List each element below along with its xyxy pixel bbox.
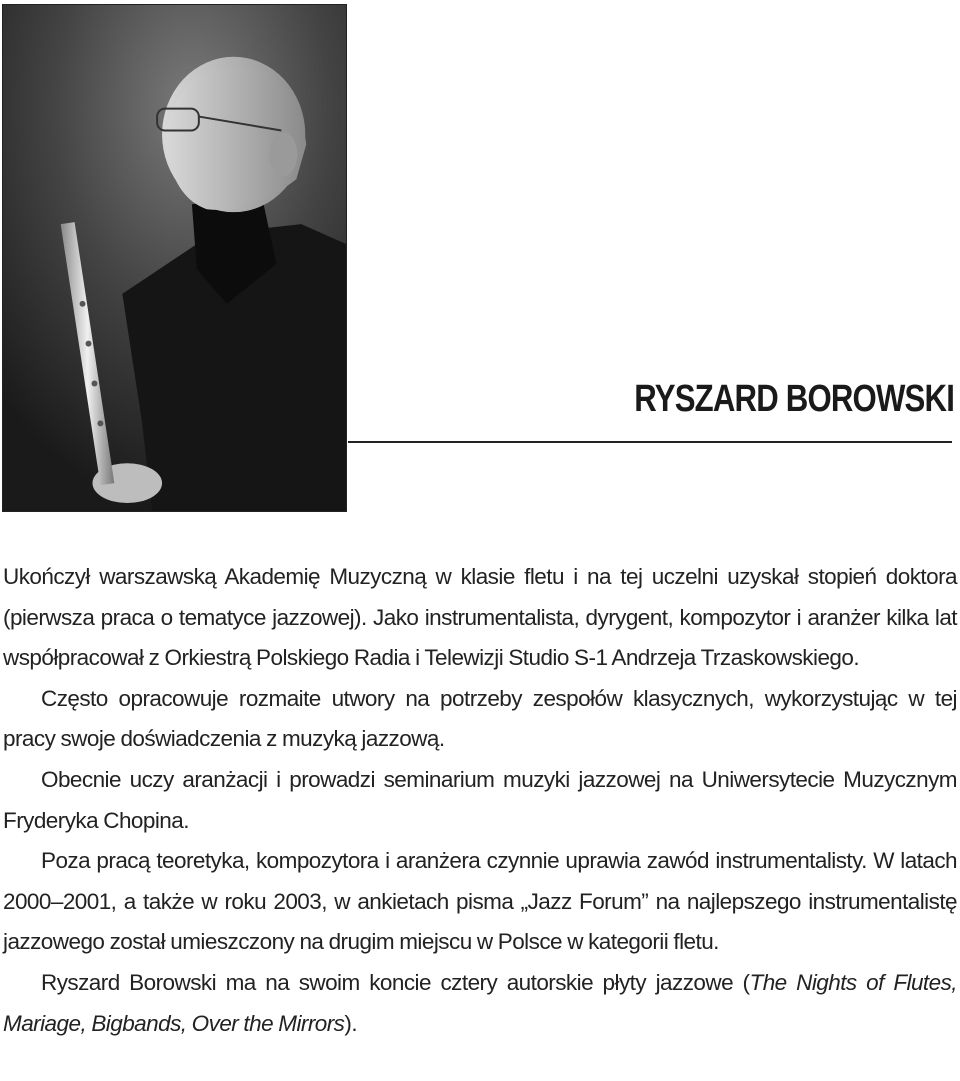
page-title: RYSZARD BOROWSKI [634, 378, 954, 420]
album-titles: The Nights of Flutes, Mariage, Bigbands, Over the Mirrors [3, 969, 957, 1036]
bio-paragraph-3: Obecnie uczy aranżacji i prowadzi seminarium muzyki jazzowej na Uniwersytecie Muzycznym Fryderyka Chopina. [3, 766, 957, 833]
bio-p5-suffix: ). [344, 1010, 358, 1036]
title-divider [348, 441, 952, 443]
bio-paragraph-4: Poza pracą teoretyka, kompozytora i aranżera czynnie uprawia zawód instrumentalisty. W latach 2000–2001, a także w roku 2003, w ankietach pisma „Jazz Forum” na najlepszego instrumentalistę jazzowego został umieszczony na drugim miejscu w Polsce w kategorii fletu. [3, 848, 957, 955]
bio-paragraph-5 [3, 963, 957, 1044]
biography-text [3, 557, 957, 1044]
bio-paragraph-2: Często opracowuje rozmaite utwory na potrzeby zespołów klasycznych, wykorzystując w tej pracy swoje doświadczenia z muzyką jazzową. [3, 685, 957, 752]
portrait-illustration [3, 5, 346, 511]
bio-paragraph-1: Ukończył warszawską Akademię Muzyczną w klasie fletu i na tej uczelni uzyskał stopień doktora (pierwsza praca o tematyce jazzowej). Jako instrumentalista, dyrygent, kompozytor i aranżer kilka lat współpracował z Orkiestrą Polskiego Radia i Telewizji Studio S-1 Andrzeja Trzaskowskiego. [3, 564, 957, 671]
portrait-photo [2, 4, 347, 512]
bio-p5-prefix: Ryszard Borowski ma na swoim koncie cztery autorskie płyty jazzowe ( [41, 969, 750, 995]
